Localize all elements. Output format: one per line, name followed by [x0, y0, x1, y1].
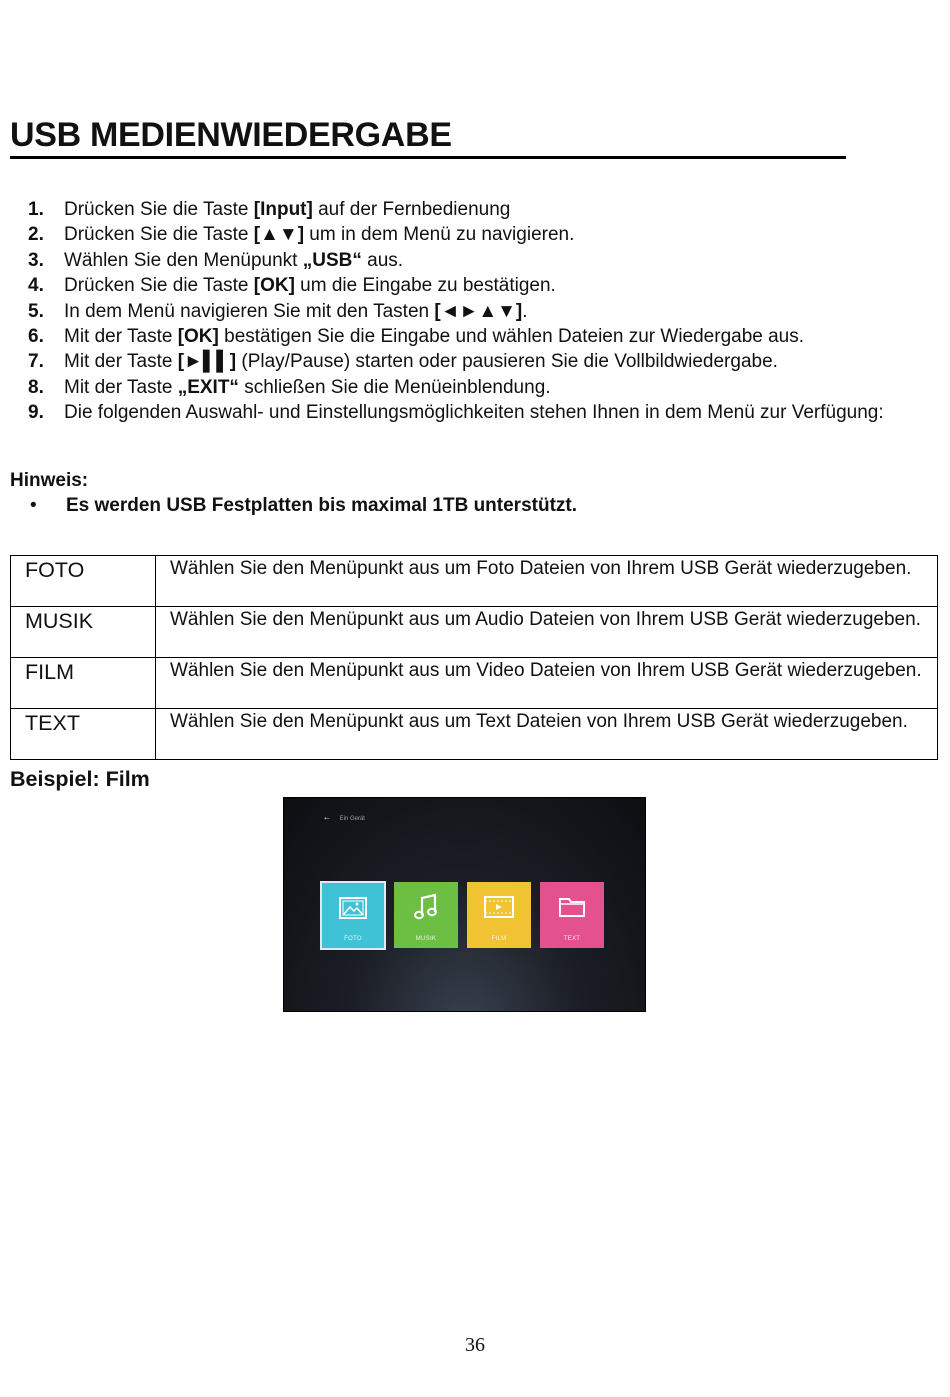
- image-icon: [322, 895, 384, 921]
- option-description: Wählen Sie den Menüpunkt aus um Text Dateien von Ihrem USB Gerät wiederzugeben.: [156, 709, 938, 760]
- page-title: USB MEDIENWIEDERGABE: [10, 114, 846, 159]
- step-number: 1.: [28, 199, 44, 220]
- step-item: [28, 349, 928, 374]
- option-description: Wählen Sie den Menüpunkt aus um Audio Dateien von Ihrem USB Gerät wiederzugeben.: [156, 607, 938, 658]
- film-icon: [467, 894, 531, 920]
- step-item: [28, 248, 928, 273]
- steps-list: [28, 197, 928, 426]
- tile-text: [540, 882, 604, 948]
- option-name: MUSIK: [11, 607, 156, 658]
- tile-foto: [320, 881, 386, 950]
- option-description: Wählen Sie den Menüpunkt aus um Video Dateien von Ihrem USB Gerät wiederzugeben.: [156, 658, 938, 709]
- step-item: [28, 324, 928, 349]
- tile-musik: [394, 882, 458, 948]
- step-item: [28, 197, 928, 222]
- usb-icon: ⭠: [324, 815, 330, 822]
- step-text: Drücken Sie die Taste [OK] um die Eingabe zu bestätigen.: [64, 275, 556, 297]
- step-text: Mit der Taste [►▌▌] (Play/Pause) starten oder pausieren Sie die Vollbildwiedergabe.: [64, 351, 778, 373]
- example-title: Beispiel: Film: [10, 767, 150, 791]
- step-text: Wählen Sie den Menüpunkt „USB“ aus.: [64, 249, 404, 271]
- option-description: Wählen Sie den Menüpunkt aus um Foto Dateien von Ihrem USB Gerät wiederzugeben.: [156, 556, 938, 607]
- tile-label: TEXT: [563, 936, 581, 942]
- page-number: 36: [465, 1334, 485, 1356]
- step-item: [28, 400, 928, 425]
- hint-item: [28, 494, 908, 518]
- step-item: [28, 273, 928, 298]
- step-text: Die folgenden Auswahl- und Einstellungsmöglichkeiten stehen Ihnen in dem Menü zur Verfügung:: [64, 402, 884, 424]
- tv-screen-photo: [283, 797, 646, 1012]
- tile-film: [467, 882, 531, 948]
- folder-icon: [540, 894, 604, 920]
- step-text: In dem Menü navigieren Sie mit den Tasten [◄►▲▼].: [64, 300, 528, 322]
- table-row: [11, 556, 938, 607]
- device-label: Ein Gerät: [339, 816, 365, 822]
- tile-label: FOTO: [344, 936, 362, 942]
- step-number: 6.: [28, 326, 44, 348]
- step-text: Drücken Sie die Taste [Input] auf der Fernbedienung: [64, 199, 511, 220]
- step-number: 4.: [28, 275, 44, 297]
- step-item: [28, 222, 928, 247]
- hint-title: Hinweis:: [10, 470, 89, 491]
- step-number: 5.: [28, 300, 44, 322]
- step-item: [28, 375, 928, 400]
- music-note-icon: [394, 894, 458, 920]
- hint-text: Es werden USB Festplatten bis maximal 1TB unterstützt.: [66, 495, 577, 516]
- tile-label: MUSIK: [415, 936, 437, 942]
- step-item: [28, 299, 928, 324]
- bullet: •: [30, 495, 37, 516]
- option-name: FILM: [11, 658, 156, 709]
- table-row: [11, 658, 938, 709]
- step-number: 8.: [28, 376, 44, 398]
- step-text: Mit der Taste „EXIT“ schließen Sie die Menüeinblendung.: [64, 376, 551, 398]
- option-name: TEXT: [11, 709, 156, 760]
- screen-topbar: [324, 815, 365, 823]
- step-number: 2.: [28, 224, 44, 246]
- hint-list: [28, 494, 908, 518]
- option-name: FOTO: [11, 556, 156, 607]
- step-text: Drücken Sie die Taste [▲▼] um in dem Menü zu navigieren.: [64, 224, 575, 246]
- menu-options-table: [10, 555, 938, 760]
- tile-label: FILM: [491, 936, 507, 942]
- step-number: 7.: [28, 351, 44, 373]
- step-number: 9.: [28, 402, 44, 424]
- step-text: Mit der Taste [OK] bestätigen Sie die Eingabe und wählen Dateien zur Wiedergabe aus.: [64, 326, 805, 348]
- table-row: [11, 709, 938, 760]
- table-row: [11, 607, 938, 658]
- step-number: 3.: [28, 249, 44, 271]
